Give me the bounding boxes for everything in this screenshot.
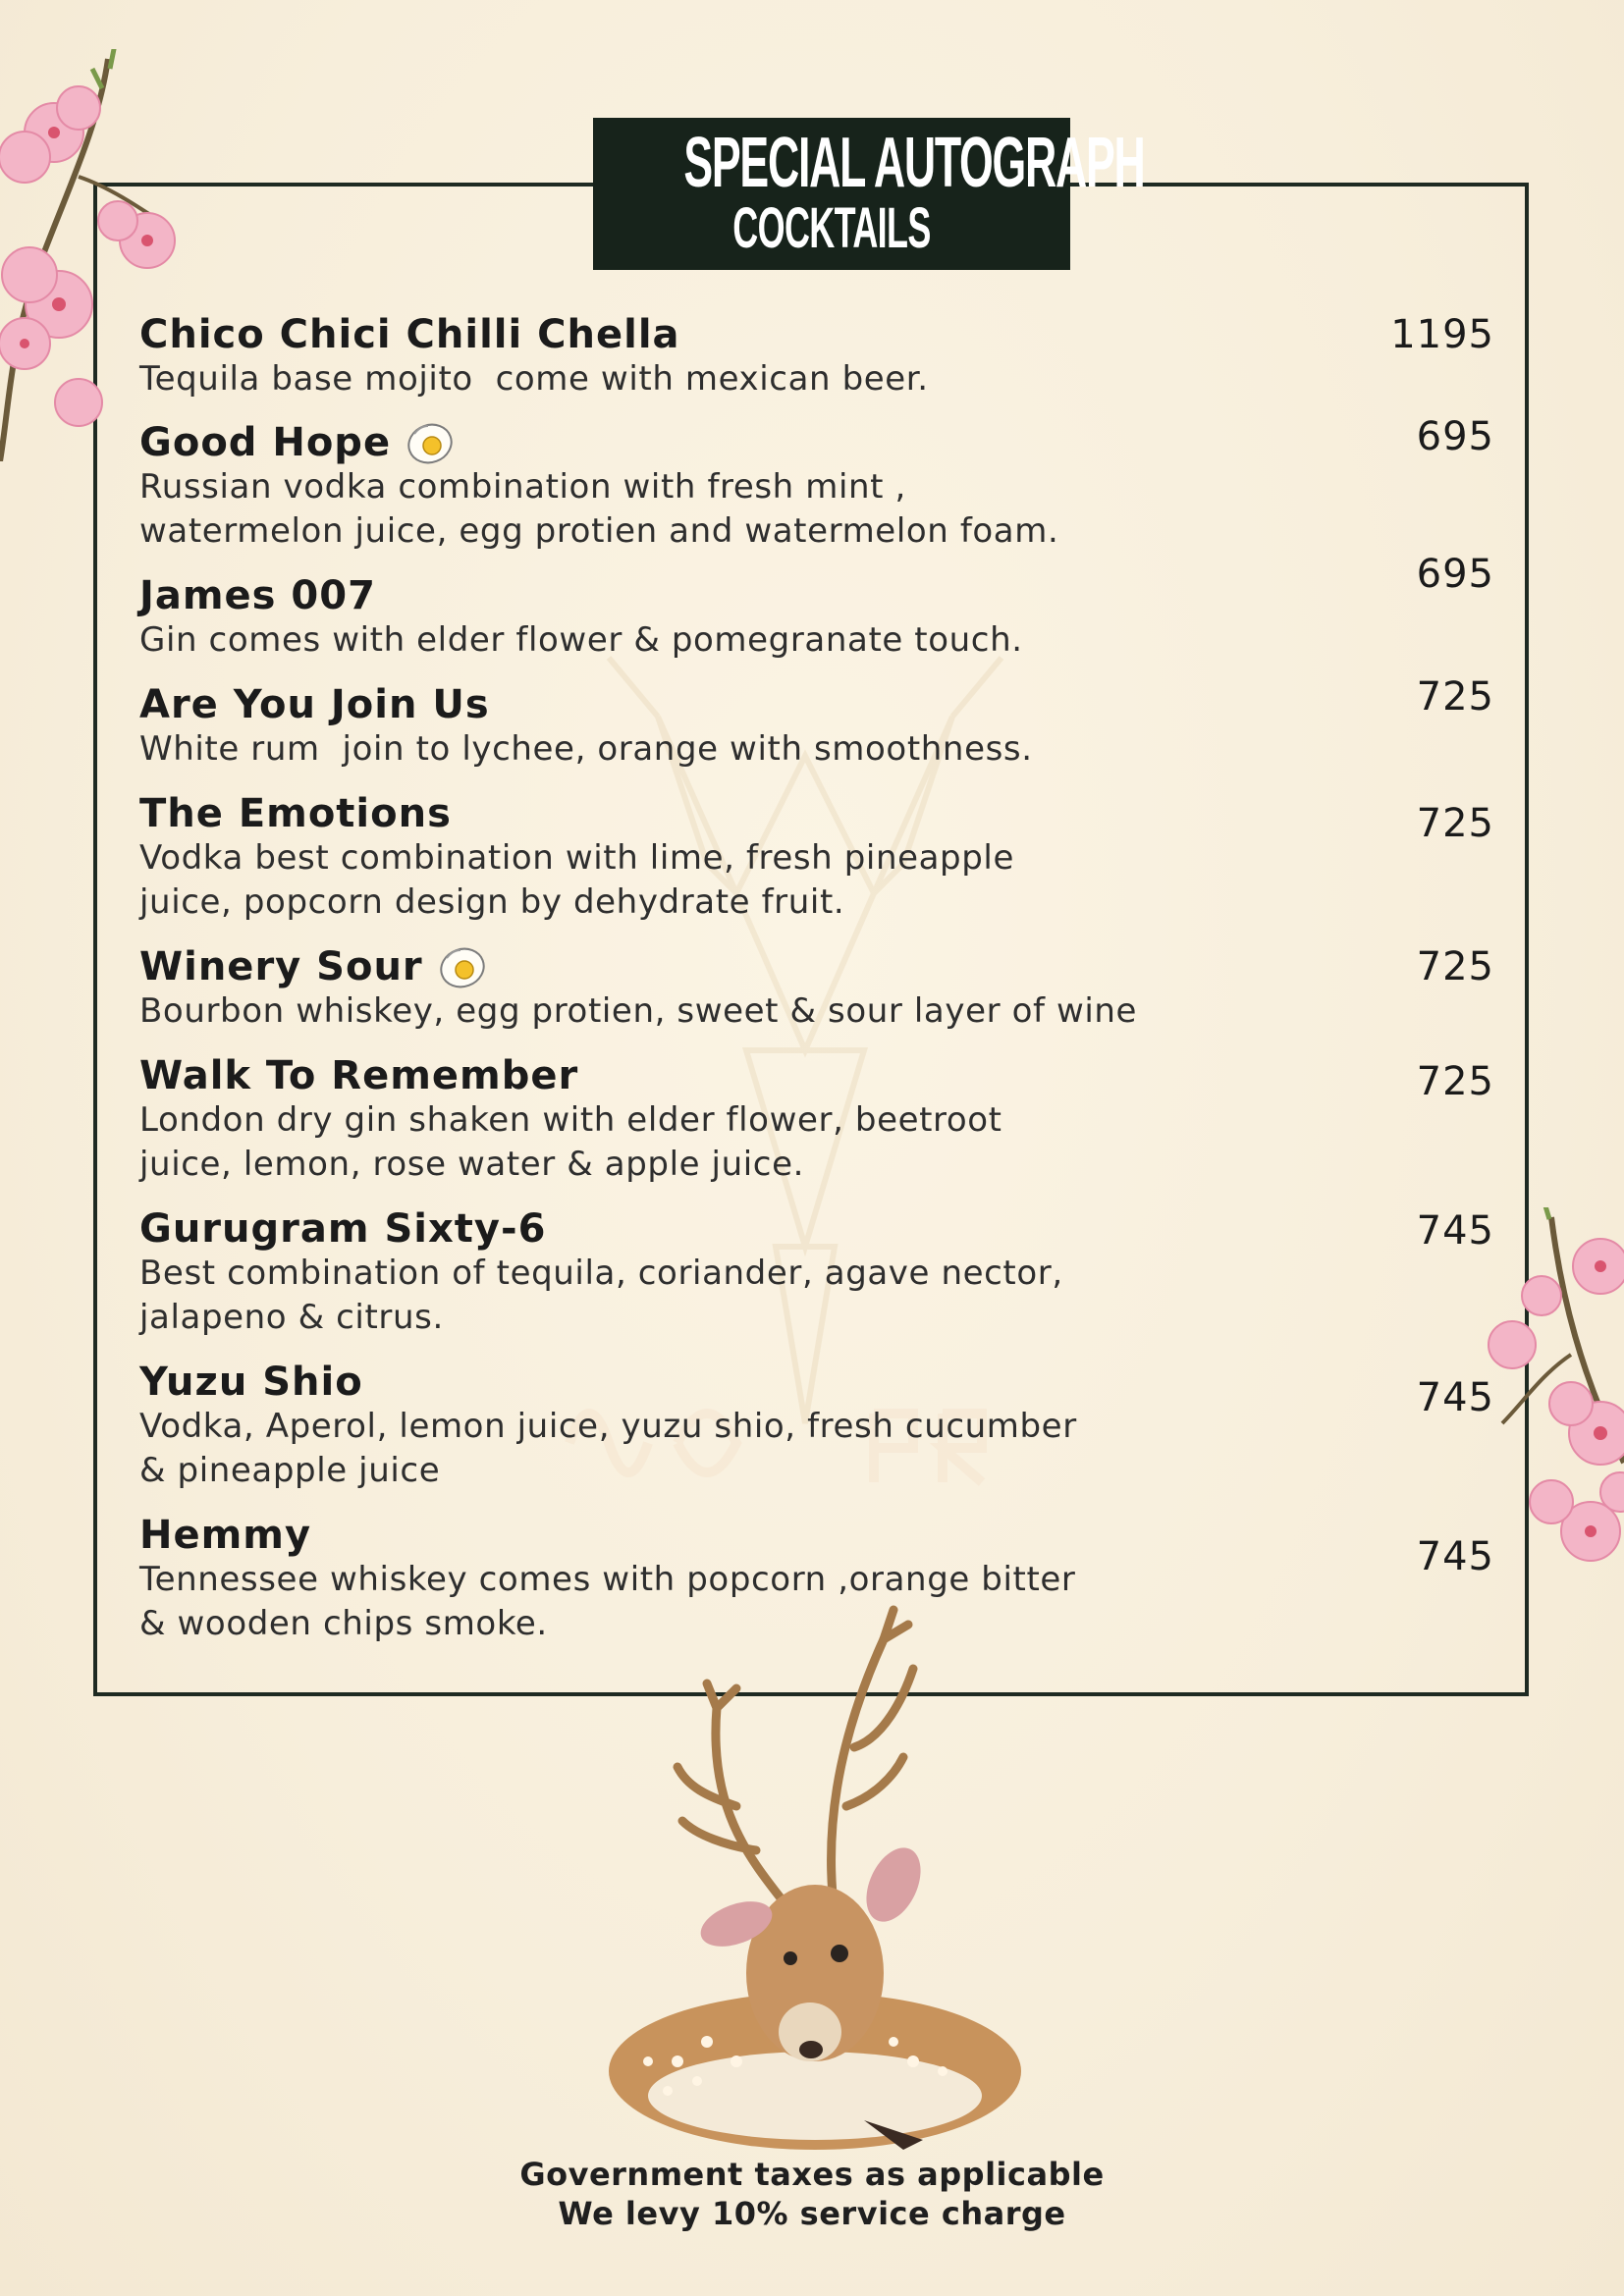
item-name: The Emotions [139,791,452,836]
item-price: 745 [1416,1534,1494,1579]
menu-item [139,312,1494,401]
title-line-2: COCKTAILS [732,196,931,260]
item-price: 695 [1416,552,1494,597]
item-price: 725 [1416,674,1494,720]
item-name-row [139,944,1494,989]
menu-item [139,552,1494,663]
item-description: White rum join to lychee, orange with smoothness. [139,729,1033,769]
item-price: 725 [1416,801,1494,846]
menu-item [139,791,1494,925]
item-description: Gin comes with elder flower & pomegranate touch. [139,620,1023,660]
item-price: 725 [1416,1059,1494,1104]
item-price: 745 [1416,1375,1494,1420]
egg-icon [437,944,488,989]
item-name: Chico Chici Chilli Chella [139,312,680,357]
deer-illustration [589,1600,1041,2169]
item-price: 1195 [1390,312,1494,357]
title-line-1: SPECIAL AUTOGRAPH [683,124,1145,202]
menu-item [139,674,1494,772]
menu-item [139,414,1494,554]
item-name: Gurugram Sixty-6 [139,1206,547,1252]
item-description: Best combination of tequila, coriander, agave nector, jalapeno & citrus. [139,1254,1063,1337]
item-description: Bourbon whiskey, egg protien, sweet & sour layer of wine [139,991,1138,1031]
title-banner [593,118,1145,270]
item-description: Tequila base mojito come with mexican beer. [139,359,929,399]
item-description: Russian vodka combination with fresh mint , watermelon juice, egg protien and watermelon foam. [139,467,1059,551]
menu-item [139,1053,1494,1187]
item-description: Vodka, Aperol, lemon juice, yuzu shio, fresh cucumber & pineapple juice [139,1407,1077,1490]
item-name: James 007 [139,573,376,618]
item-price: 695 [1416,414,1494,459]
menu-item [139,1206,1494,1340]
item-description: London dry gin shaken with elder flower, beetroot juice, lemon, rose water & apple juice. [139,1100,1002,1184]
item-name: Hemmy [139,1513,312,1558]
footer-tax-note: Government taxes as applicable [519,2156,1105,2193]
item-name: Good Hope [139,420,392,465]
cherry-blossom-icon [1473,1207,1624,1620]
item-description: Tennessee whiskey comes with popcorn ,orange bitter & wooden chips smoke. [139,1560,1076,1643]
item-price: 725 [1416,944,1494,989]
item-name: Walk To Remember [139,1053,579,1098]
item-name-row [139,420,1494,465]
menu-item [139,944,1494,1034]
item-name: Are You Join Us [139,682,490,727]
menu-item [139,1360,1494,1493]
footer-service-charge: We levy 10% service charge [558,2195,1066,2232]
item-name: Yuzu Shio [139,1360,363,1405]
item-name: Winery Sour [139,944,423,989]
item-price: 745 [1416,1208,1494,1254]
egg-icon [405,420,456,465]
cherry-blossom-icon [0,49,187,461]
item-description: Vodka best combination with lime, fresh pineapple juice, popcorn design by dehydrate fruit. [139,838,1014,922]
